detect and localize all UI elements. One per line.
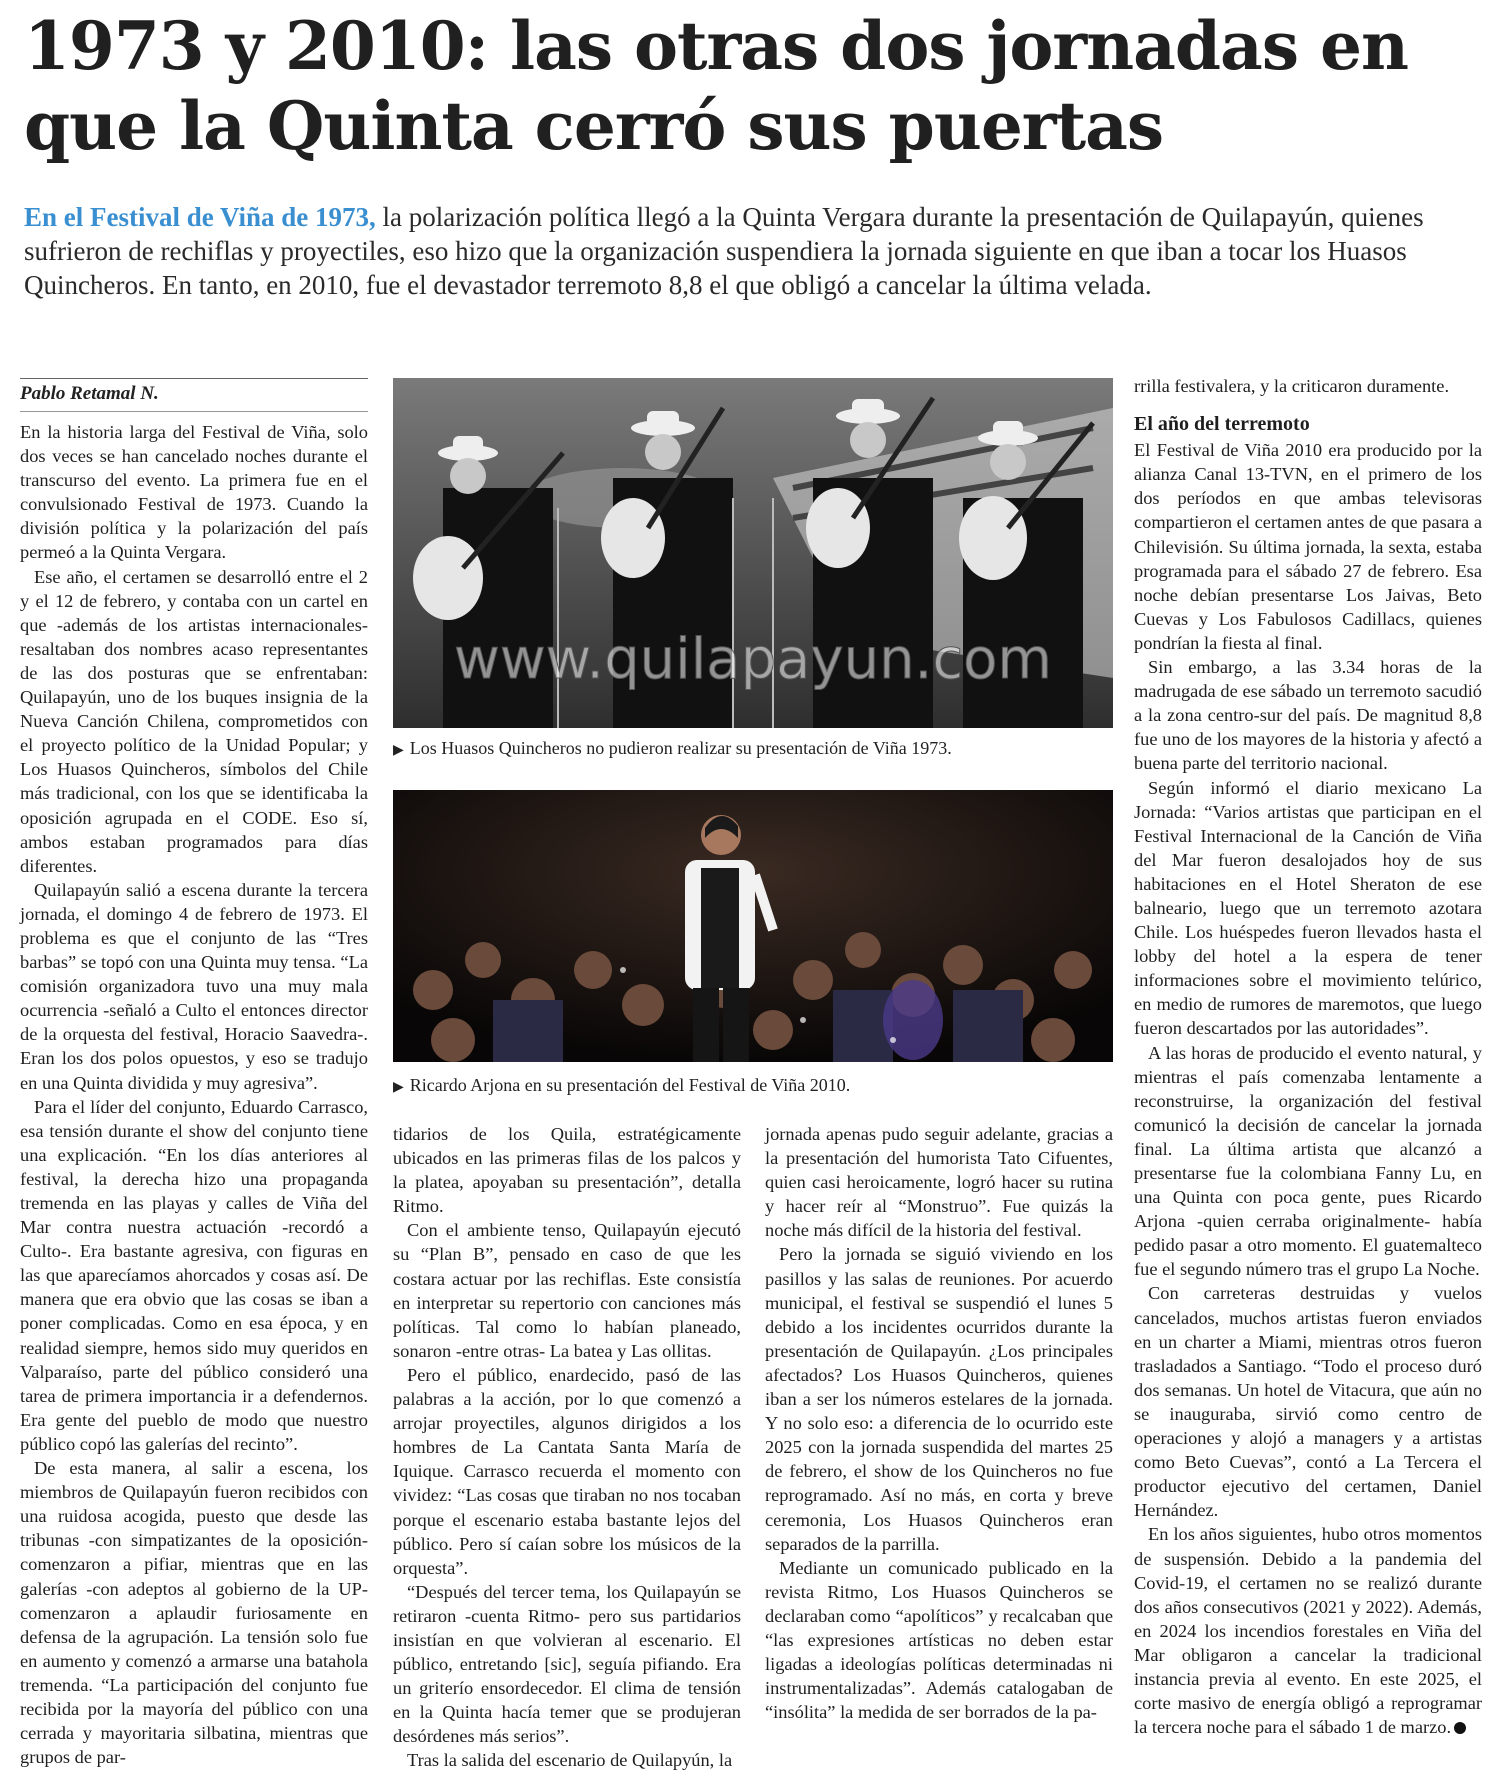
photo-ricardo-arjona-image (393, 790, 1113, 1062)
column-2 (393, 1122, 741, 1773)
column-3 (765, 1122, 1113, 1724)
section-subhead: El año del terremoto (1134, 413, 1310, 436)
col2-paragraph: “Después del tercer tema, los Quilapayún se retiraron -cuenta Ritmo- pero sus partidarios insistían en que volvieran al escenario. El público, entretando [sic], seguía pifiando. Era un griterío ensordecedor. El clima de tensión en la Quinta hacía temer que se produjeran desórdenes más serios”. (393, 1581, 741, 1747)
caption-arrow-icon: ▶ (393, 743, 404, 758)
col4-paragraph (1134, 1522, 1482, 1739)
caption-arrow-icon: ▶ (393, 1080, 404, 1095)
col3-paragraph: jornada apenas pudo seguir adelante, gracias a la presentación del humorista Tato Cifuentes, quien casi heroicamente, logró hacer su rutina y hacer reír al “Monstruo”. Fue quizás la noche más difícil de la historia del festival. (765, 1124, 1113, 1241)
col1-paragraph: Ese año, el certamen se desarrolló entre el 2 y el 12 de febrero, y contaba con un cartel en que -además de los artistas internacionales- resaltaban dos nombres acaso representantes de las dos posturas que se enfrentaban: Quilapayún, uno de los buques insignia de la Nueva Canción Chilena, comprometidos con el proyecto político de la Unidad Popular; y Los Huasos Quincheros, símbolos del Chile más tradicional, con los que se identificaba la oposición agrupada en el CODE. Eso sí, ambos estaban programados para días diferentes. (20, 566, 368, 876)
col4-last-text: En los años siguientes, hubo otros momentos de suspensión. Debido a la pandemia del Covid-19, el certamen no se realizó durante dos años consecutivos (2021 y 2022). Además, en 2024 los incendios forestales en Viña del Mar obligaron a cancelar la tradicional instancia previa al evento. En este 2025, el corte masivo de energía obligó a reprogramar la tercera noche para el sábado 1 de marzo. (1134, 1524, 1482, 1738)
col4-paragraph: Según informó el diario mexicano La Jornada: “Varios artistas que participan en el Festival Internacional de la Canción de Viña del Mar fueron desalojados hoy de sus habitaciones en el Hotel Sheraton de ese balneario, luego que un terremoto azotara Chile. Los huéspedes fueron llevados hasta el lobby del hotel a la espera de tener informaciones sobre el movimiento telúrico, en medio de rumores de maremotos, que luego fueron descartados por las autoridades”. (1134, 777, 1482, 1039)
byline: Pablo Retamal N. (20, 378, 368, 412)
col2-paragraph: Con el ambiente tenso, Quilapayún ejecutó su “Plan B”, pensado en caso de que les costara actuar por las rechiflas. Este consistía en interpretar su repertorio con canciones más políticas. Tal como lo habían planeado, sonaron -entre otras- La batea y Las ollitas. (393, 1220, 741, 1361)
column-1 (20, 420, 368, 1769)
col2-paragraph: Pero el público, enardecido, pasó de las palabras a la acción, por lo que comenzó a arrojar proyectiles, algunos dirigidos a los hombres de La Cantata Santa María de Iquique. Carrasco recuerda el momento con vividez: “Las cosas que tiraban no nos tocaban porque el escenario estaba bastante lejos del público. Pero sí caían sobre los músicos de la orquesta”. (393, 1364, 741, 1578)
lead-paragraph (24, 200, 1474, 302)
col3-paragraph: Pero la jornada se siguió viviendo en los pasillos y las salas de reuniones. Por acuerdo municipal, el festival se suspendió el lunes 5 debido a los incidentes ocurridos durante la presentación de Quilapayún. ¿Los principales afectados? Los Huasos Quincheros, quienes iban a ser los números estelares de la jornada. Y no solo eso: a diferencia de lo ocurrido este 2025 con la jornada suspendida del martes 25 de febrero, el show de los Quincheros no fue reprogramado. Así no más, en corta y breve ceremonia, Los Huasos Quincheros eran separados de la parrilla. (765, 1244, 1113, 1554)
caption-bottom (393, 1075, 1113, 1096)
photo-ricardo-arjona (393, 790, 1113, 1062)
caption-top-text: Los Huasos Quincheros no pudieron realizar su presentación de Viña 1973. (409, 738, 952, 758)
col3-paragraph: Mediante un comunicado publicado en la revista Ritmo, Los Huasos Quincheros se declaraban como “apolíticos” y recalcaban que “las expresiones artísticas no deben estar ligadas a ideologías políticas determinadas ni instrumentalizadas”. Además catalogaban de “insólita” la medida de ser borrados de la pa- (765, 1557, 1113, 1723)
col4-paragraph: Sin embargo, a las 3.34 horas de la madrugada de ese sábado un terremoto sacudió a la zona centro-sur del país. De magnitud 8,8 fue uno de los mayores de la historia y afectó a buena parte del territorio nacional. (1134, 657, 1482, 774)
col2-paragraph: tidarios de los Quila, estratégicamente ubicados en las primeras filas de los palcos y la platea, apoyaban su presentación”, detalla Ritmo. (393, 1124, 741, 1217)
col1-paragraph: Para el líder del conjunto, Eduardo Carrasco, esa tensión durante el show del conjunto tiene una explicación. “En los días anteriores al festival, la derecha hizo una propaganda tremenda en las playas y calles de Viña del Mar contra nuestra actuación -recordó a Culto-. Era bastante agresiva, con figuras en las que aparecíamos ahorcados y cosas así. De manera que era obvio que las cosas se iban a poner complicadas. Como en esa época, y en realidad siempre, hemos sido muy queridos en Valparaíso, parte del público consideró una tarea de primera importancia ir a defendernos. Era gente del pueblo de modo que nuestro público copó las galerías del recinto”. (20, 1096, 368, 1454)
photo-huasos-quincheros-image (393, 378, 1113, 728)
col4-paragraph: Con carreteras destruidas y vuelos cancelados, muchos artistas fueron enviados en un charter a Miami, mientras otros fueron trasladados a Santiago. “Todo el proceso duró dos semanas. Un hotel de Vitacura, que aún no se inauguraba, sirvió como centro de operaciones y alojó a managers y a artistas como Beto Cuevas”, contó a La Tercera el productor ejecutivo del certamen, Daniel Hernández. (1134, 1283, 1482, 1521)
column-4 (1134, 374, 1482, 1739)
col4-paragraph: A las horas de producido el evento natural, y mientras el país comenzaba lentamente a reconstruirse, la organización del festival comunicó la decisión de cancelar la jornada final. La última artista que alcanzó a presentarse fue la colombiana Fanny Lu, en una Quinta con poca gente, pues Ricardo Arjona -quien cerraba originalmente- había pedido pasar a otro momento. El guatemalteco fue el segundo número tras el grupo La Noche. (1134, 1042, 1482, 1280)
photo-watermark: www.quilapayun.com (454, 627, 1052, 692)
col1-paragraph: Quilapayún salió a escena durante la tercera jornada, el domingo 4 de febrero de 1973. El problema es que el conjunto de las “Tres barbas” se topó con una Quinta muy tensa. “La comisión organizadora tuvo una muy mala ocurrencia -señaló a Culto el entonces director de la orquesta del festival, Horacio Saavedra-. Eran los dos polos opuestos, y eso se tradujo en una Quinta dividida y muy agresiva”. (20, 879, 368, 1093)
headline: 1973 y 2010: las otras dos jornadas en que la Quinta cerró sus puertas (24, 7, 1408, 165)
col1-paragraph: En la historia larga del Festival de Viña, solo dos veces se han cancelado noches durante el transcurso del evento. La primera fue en el convulsionado Festival de 1973. Cuando la división política y la polarización del país permeó a la Quinta Vergara. (20, 422, 368, 563)
photo-huasos-quincheros (393, 378, 1113, 728)
end-mark-icon (1454, 1722, 1466, 1734)
caption-bottom-text: Ricardo Arjona en su presentación del Festival de Viña 2010. (409, 1075, 851, 1095)
lead-accent: En el Festival de Viña de 1973, (24, 202, 376, 232)
col2-paragraph: Tras la salida del escenario de Quilapyún, la (407, 1750, 733, 1771)
lead-text: la polarización política llegó a la Quinta Vergara durante la presentación de Quilapayún, quienes sufrieron de rechiflas y proyectiles, eso hizo que la organización suspendiera la jornada siguiente en que iban a tocar los Huasos Quincheros. En tanto, en 2010, fue el devastador terremoto 8,8 el que obligó a cancelar la última velada. (24, 202, 1424, 300)
col1-paragraph: De esta manera, al salir a escena, los miembros de Quilapayún fueron recibidos con una ruidosa acogida, puesto que desde las tribunas -con simpatizantes de la oposición- comenzaron a pifiar, mientras que en las galerías -con adeptos al gobierno de la UP- comenzaron a aplaudir furiosamente en defensa de la agrupación. La tensión solo fue en aumento y comenzó a armarse una batahola tremenda. “La participación del conjunto fue recibida por la mayoría del público con una cerrada y mayoritaria silbatina, mientras que grupos de par- (20, 1458, 368, 1768)
caption-top (393, 738, 1113, 759)
col4-paragraph: El Festival de Viña 2010 era producido por la alianza Canal 13-TVN, en el primero de los dos períodos en que ambas televisoras compartieron el certamen antes de que pasara a Chilevisión. Su última jornada, la sexta, estaba programada para el sábado 27 de febrero. Esa noche debían presentarse Los Jaivas, Beto Cuevas y Los Fabulosos Cadillacs, quienes pondrían la fiesta al final. (1134, 440, 1482, 653)
col4-intro: rrilla festivalera, y la criticaron duramente. (1134, 376, 1450, 396)
